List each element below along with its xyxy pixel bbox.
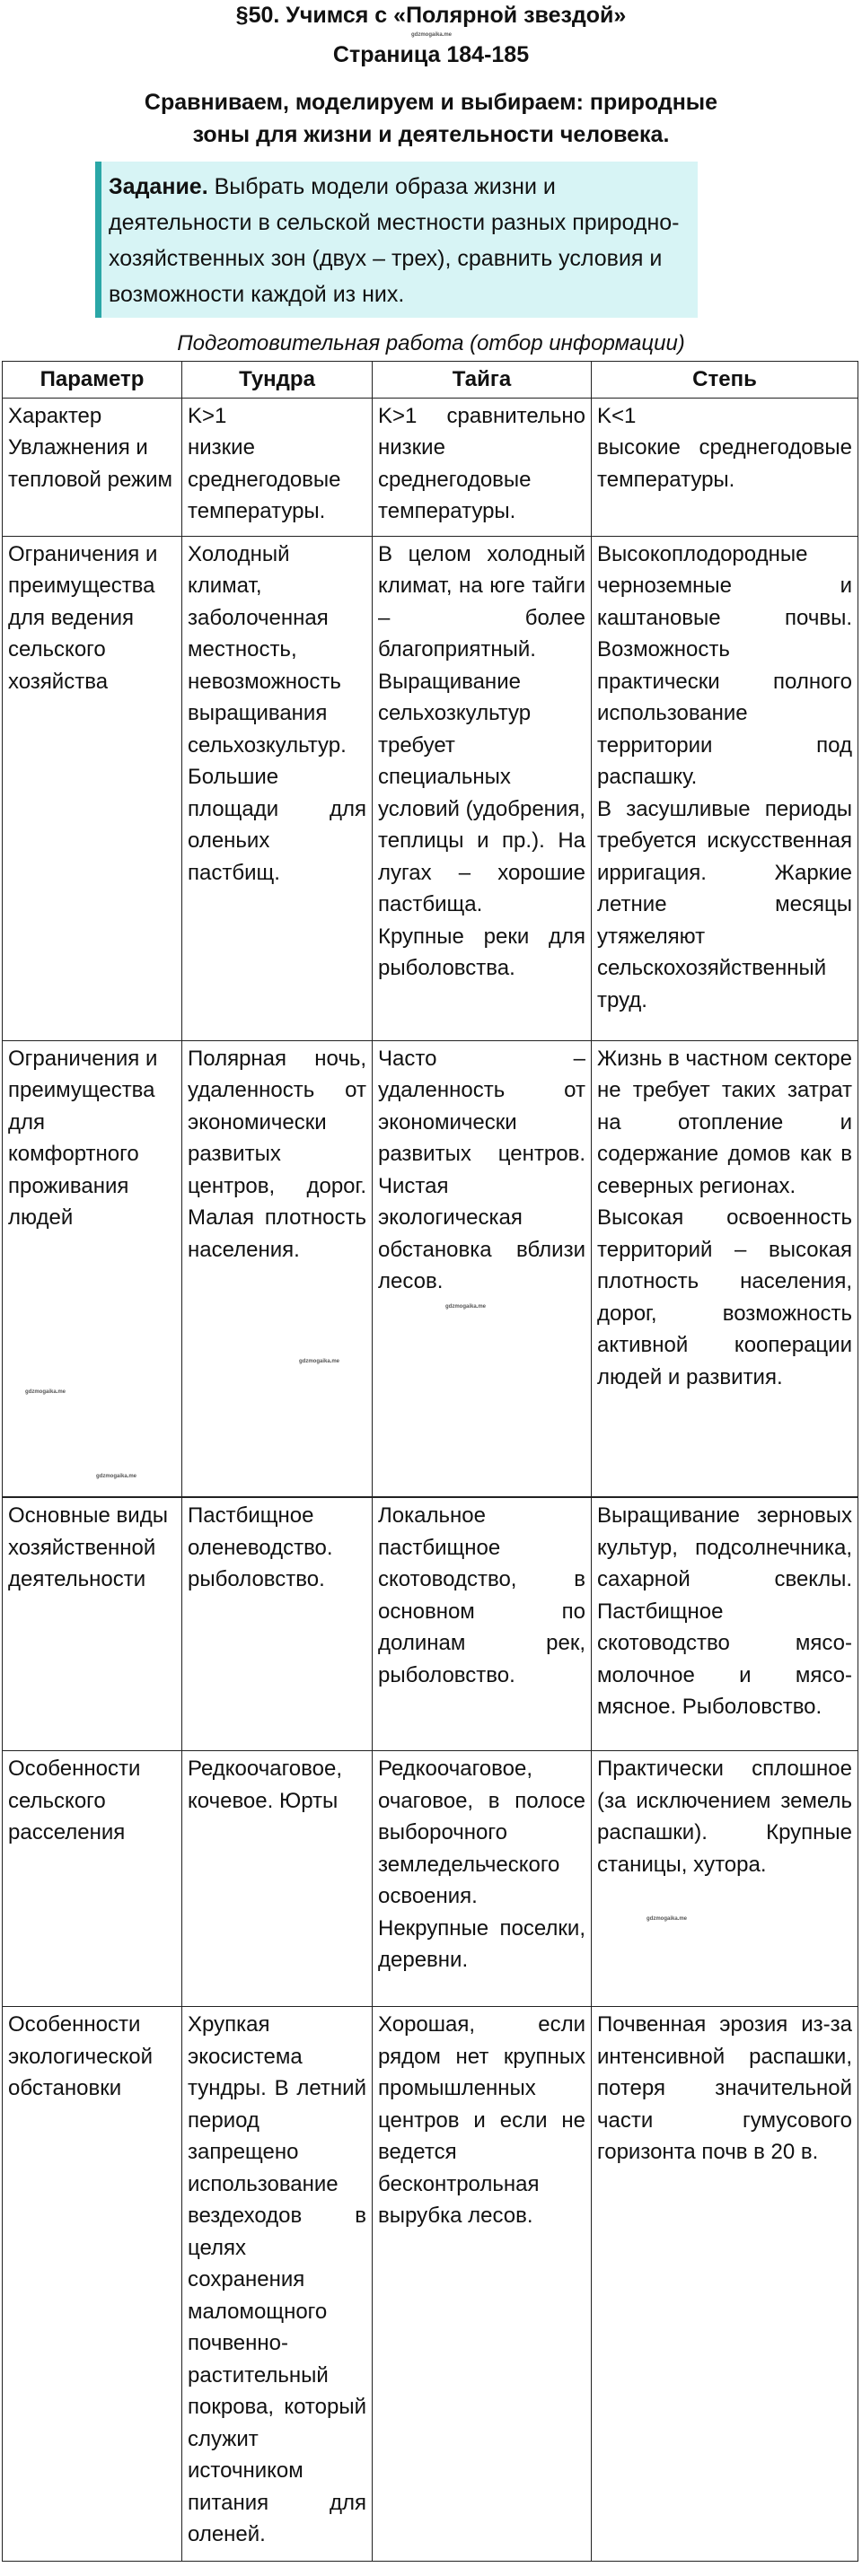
cell-paragraph: В целом холодный климат, на юге тайги – более благоприятный. Выращивание сельхозкультур требует специальных условий (удобрения, теплицы и пр.). На лугах – хорошие пастбища. xyxy=(378,541,585,916)
cell-paragraph: K>1 xyxy=(188,403,227,428)
watermark: gdzmogaika.me xyxy=(411,32,453,38)
comparison-table-part-2 xyxy=(2,1497,858,2562)
table-caption: Подготовительная работа (отбор информации) xyxy=(177,331,685,355)
param-cell xyxy=(3,2007,182,2562)
column-header-tundra: Тундра xyxy=(182,362,373,399)
steppe-cell xyxy=(592,398,858,536)
cell-paragraph: Характер Увлажнения и тепловой режим xyxy=(8,403,172,492)
task-text: Выбрать модели образа жизни и деятельности в сельской местности разных природно-хозяйственных зон (двух – трех), сравнить условия и возможности каждой из них. xyxy=(109,174,680,307)
column-header-steppe: Степь xyxy=(592,362,858,399)
table-row xyxy=(3,1751,858,2007)
tundra-cell xyxy=(182,536,373,1040)
cell-paragraph: Часто – удаленность от экономически развитых центров. Чистая экологическая обстановка вблизи лесов. xyxy=(378,1046,585,1293)
cell-paragraph: Редкоочаговое, кочевое. Юрты xyxy=(188,1757,342,1813)
tundra-cell xyxy=(182,398,373,536)
taiga-cell xyxy=(373,1040,592,1496)
cell-paragraph: Полярная ночь, удаленность от экономически развитых центров, дорог. Малая плотность населения. xyxy=(188,1046,366,1262)
cell-paragraph: Особенности сельского расселения xyxy=(8,1757,141,1844)
table-row xyxy=(3,398,858,536)
steppe-cell xyxy=(592,1040,858,1496)
taiga-cell xyxy=(373,2007,592,2562)
cell-paragraph: K>1 сравнительно низкие среднегодовые температуры. xyxy=(378,403,585,523)
cell-paragraph: Крупные реки для рыболовства. xyxy=(378,924,585,980)
tundra-cell xyxy=(182,1498,373,1751)
cell-paragraph: Основные виды хозяйственной деятельности xyxy=(8,1503,168,1591)
tundra-cell xyxy=(182,1751,373,2007)
cell-paragraph: Выращивание зерновых культур, подсолнечника, сахарной свеклы. Пастбищное скотоводство мясо-молочное и мясо-мясное. Рыболовство. xyxy=(597,1503,852,1719)
taiga-cell xyxy=(373,1498,592,1751)
task-box xyxy=(95,162,698,318)
table-row xyxy=(3,2007,858,2562)
steppe-cell xyxy=(592,1498,858,1751)
table-row xyxy=(3,1040,858,1496)
steppe-cell xyxy=(592,536,858,1040)
watermark: gdzmogaika.me xyxy=(25,1389,66,1395)
cell-paragraph: Локальное пастбищное скотоводство, в основном по долинам рек, рыболовство. xyxy=(378,1503,585,1687)
cell-paragraph: Холодный климат, заболоченная местность, невозможность выращивания сельхозкультур. Большие площади для оленьих пастбищ. xyxy=(188,541,366,885)
watermark: gdzmogaika.me xyxy=(646,1916,688,1922)
cell-paragraph: В засушливые периоды требуется искусственная ирригация. Жаркие летние месяцы утяжеляют сельскохозяйственный труд. xyxy=(597,796,852,1012)
table-header-row xyxy=(3,362,858,399)
watermark: gdzmogaika.me xyxy=(445,1304,487,1310)
param-cell xyxy=(3,1751,182,2007)
cell-paragraph: Высокая освоенность территорий – высокая плотность населения, дорог, возможность активной кооперации людей и развития. xyxy=(597,1205,852,1389)
cell-paragraph: Некрупные поселки, деревни. xyxy=(378,1915,585,1972)
param-cell xyxy=(3,536,182,1040)
cell-paragraph: высокие среднегодовые температуры. xyxy=(597,435,852,492)
lesson-subtitle xyxy=(81,86,781,151)
tundra-cell xyxy=(182,1040,373,1496)
cell-paragraph: Высокоплодородные черноземные и каштановые почвы. Возможность практически полного использование территории под распашку. xyxy=(597,541,852,789)
cell-paragraph: Жизнь в частном секторе не требует таких затрат на отопление и содержание домов как в северных регионах. xyxy=(597,1046,852,1198)
table-row xyxy=(3,1498,858,1751)
cell-paragraph: Ограничения и преимущества для ведения сельского хозяйства xyxy=(8,541,158,694)
cell-paragraph: Особенности экологической обстановки xyxy=(8,2012,153,2100)
column-header-taiga: Тайга xyxy=(373,362,592,399)
param-cell xyxy=(3,1498,182,1751)
comparison-table-part-1 xyxy=(2,361,858,1497)
column-header-param: Параметр xyxy=(3,362,182,399)
cell-paragraph: низкие среднегодовые температуры. xyxy=(188,435,341,523)
taiga-cell xyxy=(373,1751,592,2007)
steppe-cell xyxy=(592,2007,858,2562)
lesson-subtitle-line-1: Сравниваем, моделируем и выбираем: природные xyxy=(144,90,718,115)
taiga-cell xyxy=(373,536,592,1040)
cell-paragraph: Хорошая, если рядом нет крупных промышленных центров и если не ведется бесконтрольная вырубка лесов. xyxy=(378,2012,585,2228)
cell-paragraph: Ограничения и преимущества для комфортного проживания людей xyxy=(8,1046,158,1230)
cell-paragraph: Редкоочаговое, очаговое, в полосе выборочного земледельческого освоения. xyxy=(378,1757,585,1908)
cell-paragraph: Хрупкая экосистема тундры. В летний период запрещено использование вездеходов в целях сохранения маломощного почвенно-растительный покрова, который служит источником питания для оленей. xyxy=(188,2012,366,2546)
table-row xyxy=(3,536,858,1040)
watermark: gdzmogaika.me xyxy=(299,1359,340,1364)
tundra-cell xyxy=(182,2007,373,2562)
cell-paragraph: Почвенная эрозия из-за интенсивной распашки, потеря значительной части гумусового горизонта почв в 20 в. xyxy=(597,2012,852,2164)
lesson-subtitle-line-2: зоны для жизни и деятельности человека. xyxy=(192,122,670,147)
cell-paragraph: Пастбищное оленеводство. рыболовство. xyxy=(188,1503,333,1591)
param-cell xyxy=(3,398,182,536)
taiga-cell xyxy=(373,398,592,536)
param-cell xyxy=(3,1040,182,1496)
watermark: gdzmogaika.me xyxy=(96,1474,137,1479)
page-number-title: Страница 184-185 xyxy=(332,42,530,67)
steppe-cell xyxy=(592,1751,858,2007)
section-title: §50. Учимся с «Полярной звездой» xyxy=(235,3,627,28)
cell-paragraph: Практически сплошное (за исключением земель распашки). Крупные станицы, хутора. xyxy=(597,1757,852,1877)
cell-paragraph: K<1 xyxy=(597,403,637,428)
task-label: Задание. xyxy=(109,174,208,199)
